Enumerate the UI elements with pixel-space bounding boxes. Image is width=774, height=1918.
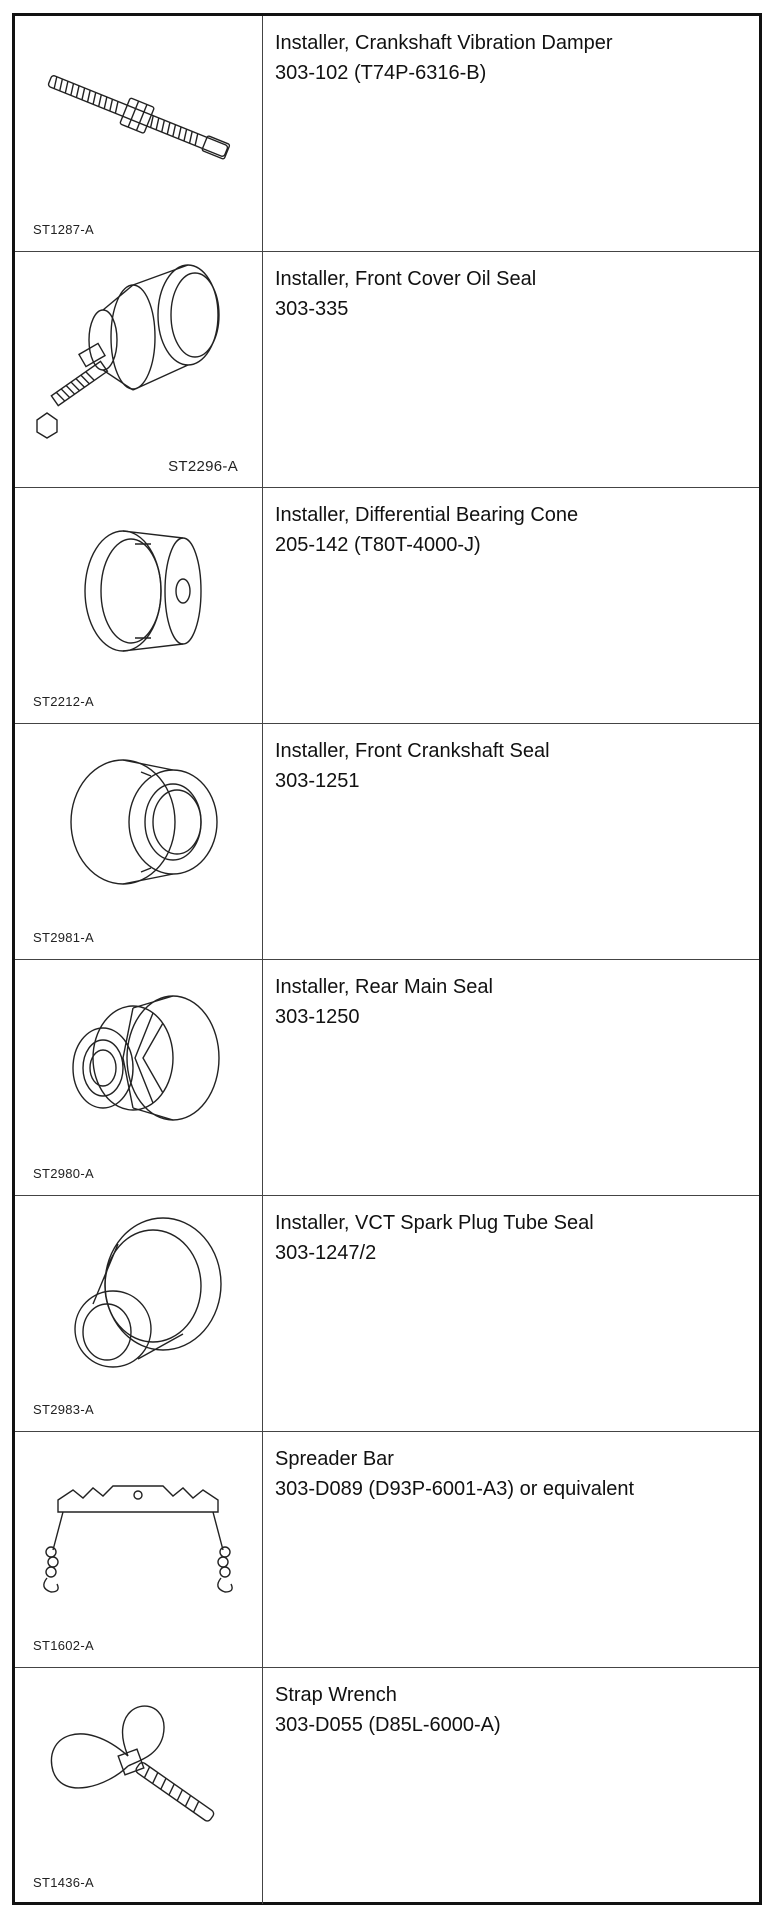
tool-illustration-cell xyxy=(15,1432,263,1667)
tool-number: 303-1250 xyxy=(275,1006,360,1028)
tool-illustration-cell xyxy=(15,960,263,1195)
tool-number: 205-142 (T80T-4000-J) xyxy=(275,534,481,556)
tool-row xyxy=(15,960,759,1196)
tool-description xyxy=(275,264,745,324)
tool-name: Installer, Crankshaft Vibration Damper xyxy=(275,32,613,54)
tool-row xyxy=(15,1196,759,1432)
tool-name: Strap Wrench xyxy=(275,1684,397,1706)
spreader-bar-icon xyxy=(23,1440,253,1625)
figure-code: ST1602-A xyxy=(33,1638,94,1653)
tool-number: 303-D055 (D85L-6000-A) xyxy=(275,1714,501,1736)
strap-wrench-icon xyxy=(23,1676,253,1861)
tool-illustration-cell xyxy=(15,252,263,487)
tool-illustration-cell xyxy=(15,724,263,959)
tool-number: 303-D089 (D93P-6001-A3) or equivalent xyxy=(275,1478,635,1500)
tool-illustration-cell xyxy=(15,1196,263,1431)
figure-code: ST1287-A xyxy=(33,222,94,237)
tool-number: 303-335 xyxy=(275,298,349,320)
tool-number: 303-1251 xyxy=(275,770,360,792)
tool-illustration-cell xyxy=(15,488,263,723)
rear-main-seal-installer-icon xyxy=(23,968,253,1153)
tool-name: Installer, Rear Main Seal xyxy=(275,976,493,998)
tool-description xyxy=(275,28,745,88)
figure-code: ST1436-A xyxy=(33,1875,94,1890)
tool-name: Installer, Front Crankshaft Seal xyxy=(275,740,550,762)
bearing-cone-installer-icon xyxy=(23,496,253,681)
tool-description xyxy=(275,500,745,560)
tool-description xyxy=(275,972,745,1032)
figure-code: ST2983-A xyxy=(33,1402,94,1417)
tool-row xyxy=(15,1432,759,1668)
tool-row xyxy=(15,16,759,252)
tool-row xyxy=(15,488,759,724)
tool-row xyxy=(15,724,759,960)
figure-code: ST2296-A xyxy=(168,458,238,475)
crankshaft-seal-installer-icon xyxy=(23,732,253,917)
spark-plug-tube-seal-installer-icon xyxy=(23,1204,253,1389)
special-tools-table xyxy=(12,13,762,1905)
tool-illustration-cell xyxy=(15,1668,263,1904)
figure-code: ST2980-A xyxy=(33,1166,94,1181)
tool-number: 303-102 (T74P-6316-B) xyxy=(275,62,487,84)
tool-description xyxy=(275,1680,745,1740)
tool-description xyxy=(275,736,745,796)
threaded-rod-installer-icon xyxy=(23,24,253,209)
tool-description xyxy=(275,1444,745,1504)
tool-name: Installer, VCT Spark Plug Tube Seal xyxy=(275,1212,594,1234)
front-cover-seal-installer-icon xyxy=(23,260,253,445)
tool-number: 303-1247/2 xyxy=(275,1242,377,1264)
tool-illustration-cell xyxy=(15,16,263,251)
tool-name: Installer, Differential Bearing Cone xyxy=(275,504,579,526)
tool-row xyxy=(15,252,759,488)
figure-code: ST2981-A xyxy=(33,930,94,945)
figure-code: ST2212-A xyxy=(33,694,94,709)
tool-row xyxy=(15,1668,759,1904)
tool-name: Spreader Bar xyxy=(275,1448,394,1470)
tool-description xyxy=(275,1208,745,1268)
tool-name: Installer, Front Cover Oil Seal xyxy=(275,268,537,290)
